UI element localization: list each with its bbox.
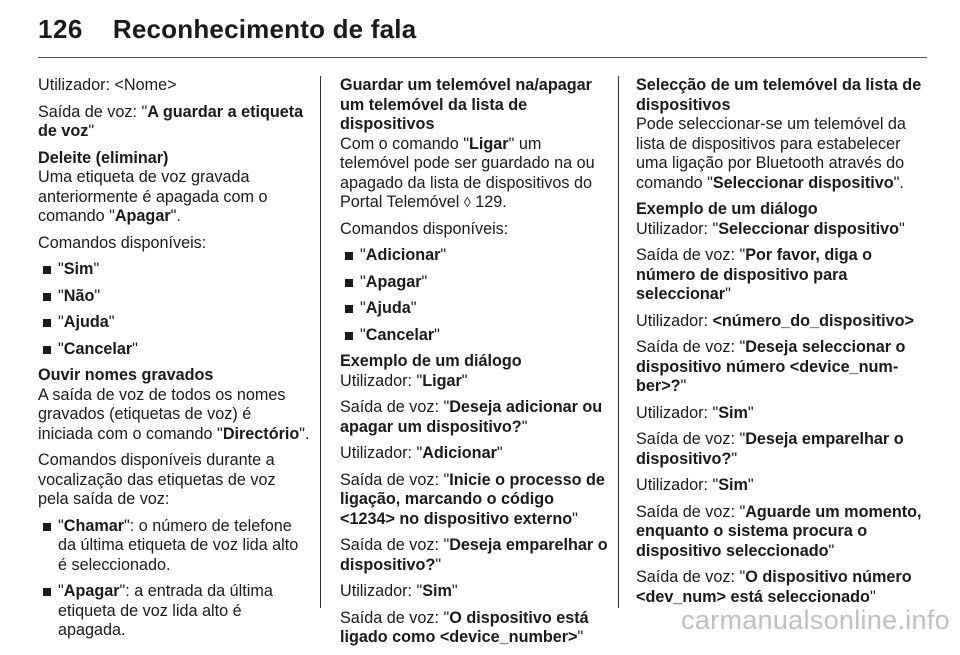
dialog-line: Saída de voz: "Deseja seleccionar o dispositivo número <device_number>?"	[636, 338, 906, 395]
dialog-line: Utilizador: "Ligar"	[340, 371, 468, 390]
section-heading-delete: Deleite (eliminar)	[38, 148, 169, 167]
list-item: "Ajuda"	[340, 299, 610, 319]
list-item: "Cancelar"	[38, 340, 310, 360]
column-2	[340, 76, 610, 655]
watermark: carmanualsonline.info	[681, 605, 950, 635]
bullet-icon	[43, 319, 51, 327]
paragraph: Com o comando "Ligar" um telemóvel pode ser guardado na ou apagado da lista de dispositivos do Portal Telemóvel ◊ 129.	[340, 134, 595, 211]
page-ref-icon: ◊	[463, 194, 471, 210]
bullet-icon	[345, 305, 353, 313]
dialog-line: Saída de voz: "O dispositivo número <dev_num> está seleccionado"	[636, 568, 912, 606]
command-list	[38, 517, 310, 641]
command-list	[38, 260, 310, 359]
page-header	[38, 14, 416, 54]
example-heading: Exemplo de um diálogo	[340, 352, 522, 370]
section-heading-save: Guardar um telemóvel na/apagar um telemóvel da lista de dispositivos	[340, 76, 592, 133]
paragraph: Comandos disponíveis durante a vocalização das etiquetas de voz pela saída de voz:	[38, 451, 276, 508]
example-heading: Exemplo de um diálogo	[636, 200, 818, 218]
paragraph: Uma etiqueta de voz gravada anteriormente é apagada com o comando "Apagar".	[38, 168, 268, 225]
bullet-icon	[345, 252, 353, 260]
paragraph: Comandos disponíveis:	[38, 233, 207, 252]
paragraph: Comandos disponíveis:	[340, 219, 509, 238]
bullet-icon	[43, 588, 51, 596]
dialog-line: Saída de voz: "Aguarde um momento, enquanto o sistema procura o dispositivo seleccionado"	[636, 502, 922, 560]
column-1	[38, 76, 310, 648]
dialog-line: Utilizador: "Sim"	[636, 476, 754, 494]
dialog-line: Utilizador: "Sim"	[636, 403, 754, 422]
header-rule	[38, 57, 927, 58]
list-item: "Apagar"	[340, 273, 610, 293]
column-divider	[320, 76, 321, 608]
page-number: 126	[38, 14, 83, 44]
dialog-line: Saída de voz: "Deseja emparelhar o dispositivo?"	[340, 536, 608, 574]
dialog-line: Utilizador: "Sim"	[340, 582, 458, 600]
section-heading-select: Selecção de um telemóvel da lista de dispositivos	[636, 76, 922, 114]
dialog-line: Utilizador: "Seleccionar dispositivo"	[636, 219, 905, 238]
dialog-line: Saída de voz: "A guardar a etiqueta de voz"	[38, 102, 304, 140]
dialog-line: Saída de voz: "Por favor, diga o número de dispositivo para seleccionar"	[636, 246, 873, 303]
list-item: "Sim"	[38, 260, 310, 280]
dialog-line: Saída de voz: "O dispositivo está ligado como <device_number>"	[340, 608, 589, 646]
bullet-icon	[345, 332, 353, 340]
bullet-icon	[43, 266, 51, 274]
paragraph: Pode seleccionar-se um telemóvel da lista de dispositivos para estabelecer uma ligação por Bluetooth através do comando "Seleccionar dispositivo".	[636, 115, 906, 192]
dialog-line: Saída de voz: "Deseja emparelhar o dispositivo?"	[636, 430, 904, 468]
section-heading-listen: Ouvir nomes gravados	[38, 366, 214, 384]
dialog-line: Saída de voz: "Deseja adicionar ou apagar um dispositivo?"	[340, 398, 603, 436]
list-item: "Cancelar"	[340, 326, 610, 346]
bullet-icon	[43, 523, 51, 531]
list-item: "Chamar": o número de telefone da última etiqueta de voz lida alto é seleccionado.	[38, 517, 310, 576]
page-title: Reconhecimento de fala	[112, 14, 417, 44]
paragraph: A saída de voz de todos os nomes gravados (etiquetas de voz) é iniciada com o comando "Directório".	[38, 385, 310, 443]
dialog-line: Saída de voz: "Inicie o processo de ligação, marcando o código <1234> no dispositivo externo"	[340, 470, 605, 528]
list-item: "Adicionar"	[340, 246, 610, 266]
dialog-line: Utilizador: <Nome>	[38, 76, 177, 94]
dialog-line: Utilizador: <número_do_dispositivo>	[636, 311, 914, 330]
list-item: "Apagar": a entrada da última etiqueta de voz lida alto é apagada.	[38, 582, 310, 641]
column-divider	[618, 76, 619, 608]
list-item: "Ajuda"	[38, 313, 310, 333]
list-item: "Não"	[38, 287, 310, 307]
bullet-icon	[345, 279, 353, 287]
bullet-icon	[43, 293, 51, 301]
command-list	[340, 246, 610, 345]
dialog-line: Utilizador: "Adicionar"	[340, 444, 503, 462]
column-3	[636, 76, 926, 614]
bullet-icon	[43, 346, 51, 354]
